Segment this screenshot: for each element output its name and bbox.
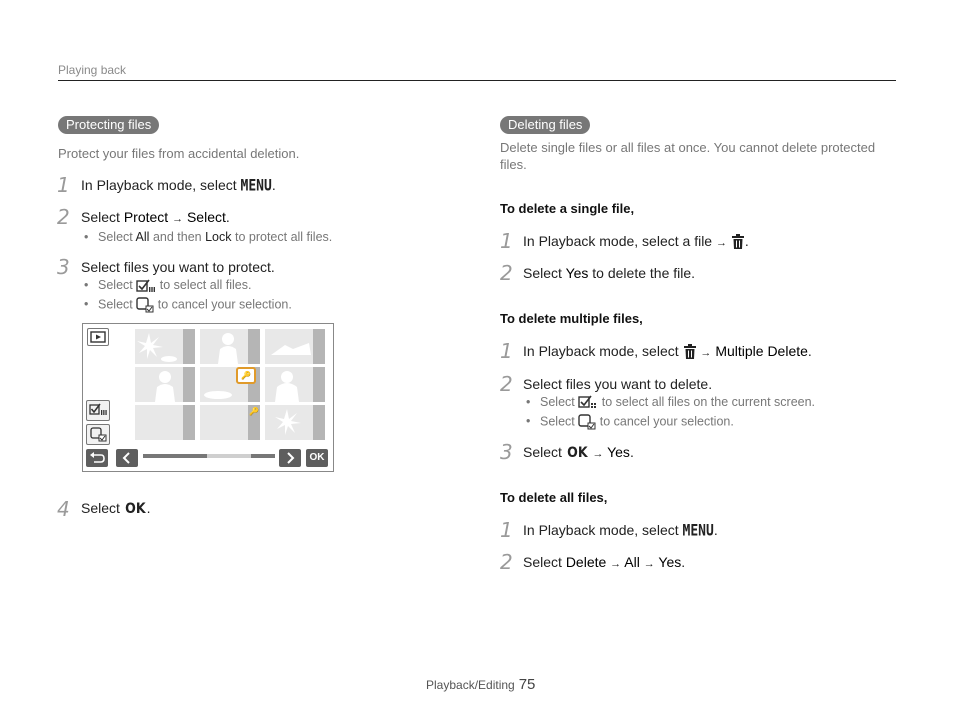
step-number: 2 — [57, 205, 70, 229]
step-text: Select — [81, 500, 120, 516]
page-footer — [426, 676, 535, 693]
step-number: 3 — [500, 440, 513, 464]
photo-thumbnail[interactable] — [265, 329, 325, 364]
back-button[interactable] — [86, 449, 108, 467]
step-text: In Playback mode, select — [523, 522, 679, 538]
menu-icon: MENU — [240, 177, 272, 196]
trash-icon — [731, 234, 745, 250]
menu-option-select: Select — [186, 209, 226, 225]
cancel-selection-icon — [136, 297, 154, 313]
all-delete-step-2 — [523, 554, 685, 570]
step-number: 3 — [57, 255, 70, 279]
footer-section-label: Playback/Editing — [426, 678, 515, 692]
scrollbar-thumb[interactable] — [207, 454, 251, 458]
photo-thumbnail[interactable] — [135, 405, 195, 440]
playback-mode-icon[interactable] — [87, 328, 109, 346]
all-delete-heading: To delete all files, — [500, 490, 608, 505]
page-number: 75 — [518, 676, 536, 693]
photo-thumbnail[interactable] — [265, 405, 325, 440]
option-all: All — [135, 230, 150, 244]
step-number: 2 — [500, 550, 513, 574]
option-lock: Lock — [205, 230, 232, 244]
photo-thumbnail[interactable] — [135, 367, 195, 402]
ok-icon: OK — [566, 445, 588, 461]
option-yes: Yes — [565, 265, 589, 281]
camera-screen-illustration — [82, 323, 334, 472]
photo-thumbnail[interactable] — [135, 329, 195, 364]
step-text: In Playback mode, select a file — [523, 233, 713, 249]
select-all-icon — [136, 279, 156, 293]
photo-thumbnail[interactable] — [265, 367, 325, 402]
arrow: → — [172, 213, 184, 225]
step-text: Select — [523, 265, 562, 281]
protect-step-2 — [81, 209, 230, 225]
protect-step-2-bullet: • Select All and then Lock to protect all files. — [84, 230, 333, 244]
protect-step-3-bullet-1: • Select to select all files. — [84, 278, 252, 292]
menu-icon: MENU — [682, 522, 714, 541]
protect-step-3-bullet-2: • Select to cancel your selection. — [84, 297, 292, 312]
cancel-selection-icon — [578, 414, 596, 430]
bullet-text: to select all files on the current screen. — [601, 395, 816, 409]
photo-thumbnail[interactable] — [200, 329, 260, 364]
option-yes: Yes — [658, 554, 682, 570]
previous-arrow-button[interactable] — [116, 449, 138, 467]
bullet-text: Select — [98, 297, 133, 312]
step-number: 2 — [500, 372, 513, 396]
step-end: . — [713, 522, 718, 538]
step-number: 1 — [500, 229, 513, 253]
protect-step-1 — [81, 177, 276, 194]
delete-intro: Delete single files or all files at once. You cannot delete protected files. — [500, 140, 876, 172]
delete-title-badge: Deleting files — [500, 116, 590, 134]
option-all: All — [624, 554, 640, 570]
multiple-delete-bullet-1: • Select to select all files on the current screen. — [526, 395, 816, 409]
option-delete: Delete — [565, 554, 607, 570]
bullet-text: to select all files. — [159, 278, 252, 292]
protect-step-4 — [81, 500, 150, 517]
step-number: 1 — [500, 518, 513, 542]
protect-step-3: Select files you want to protect. — [81, 259, 275, 275]
step-end: . — [681, 554, 686, 570]
ok-icon: OK — [124, 501, 146, 517]
step-text: In Playback mode, select — [81, 177, 237, 193]
option-multiple-delete: Multiple Delete — [715, 343, 808, 359]
arrow: → — [716, 237, 727, 249]
bullet-text: Select — [98, 278, 133, 292]
next-arrow-button[interactable] — [279, 449, 301, 467]
arrow: → — [592, 448, 604, 460]
menu-option-protect: Protect — [123, 209, 169, 225]
protect-title-badge: Protecting files — [58, 116, 159, 134]
arrow: → — [610, 558, 622, 570]
step-end: . — [744, 233, 749, 249]
step-number: 1 — [500, 339, 513, 363]
single-delete-heading: To delete a single file, — [500, 201, 635, 216]
step-number: 2 — [500, 261, 513, 285]
step-end: . — [225, 209, 230, 225]
lock-key-icon: 🔑 — [236, 367, 256, 384]
protect-intro: Protect your files from accidental deletion. — [58, 146, 300, 161]
bullet-text: and then — [152, 230, 202, 244]
multiple-delete-step-2: Select files you want to delete. — [523, 376, 713, 392]
step-text: Select — [523, 444, 562, 460]
trash-icon — [683, 344, 697, 360]
option-yes: Yes — [607, 444, 630, 460]
select-all-button[interactable] — [86, 400, 110, 421]
multiple-delete-heading: To delete multiple files, — [500, 311, 643, 326]
step-text: In Playback mode, select — [523, 343, 679, 359]
select-all-icon — [578, 395, 598, 410]
page-scrollbar[interactable] — [143, 454, 275, 458]
bullet-text: Select — [540, 395, 575, 409]
step-end: . — [146, 500, 151, 516]
header-divider — [58, 80, 896, 81]
section-label: Playing back — [58, 63, 127, 77]
ok-button[interactable]: OK — [306, 449, 328, 467]
bullet-text: to cancel your selection. — [599, 414, 734, 429]
step-end: . — [271, 177, 276, 193]
single-delete-step-1 — [523, 233, 749, 250]
step-text: Select — [523, 554, 562, 570]
bullet-text: to cancel your selection. — [157, 297, 292, 312]
step-number: 1 — [57, 173, 70, 197]
lock-key-icon: 🔑 — [249, 407, 259, 416]
step-number: 4 — [57, 497, 70, 521]
single-delete-step-2 — [523, 265, 695, 281]
step-end: . — [629, 444, 634, 460]
photo-thumbnail[interactable] — [200, 405, 260, 440]
all-delete-step-1 — [523, 522, 718, 539]
multiple-delete-step-3 — [523, 444, 634, 461]
step-text: Select — [81, 209, 120, 225]
cancel-selection-button[interactable] — [86, 424, 110, 445]
step-text: to delete the file. — [592, 265, 696, 281]
arrow: → — [643, 558, 655, 570]
bullet-text: Select — [540, 414, 575, 429]
bullet-text: to protect all files. — [234, 230, 333, 244]
multiple-delete-step-1 — [523, 343, 812, 360]
bullet-text: Select — [98, 230, 133, 244]
step-end: . — [807, 343, 812, 359]
multiple-delete-bullet-2: • Select to cancel your selection. — [526, 414, 734, 429]
arrow: → — [700, 347, 712, 359]
photo-thumbnail-selected[interactable] — [200, 367, 260, 402]
